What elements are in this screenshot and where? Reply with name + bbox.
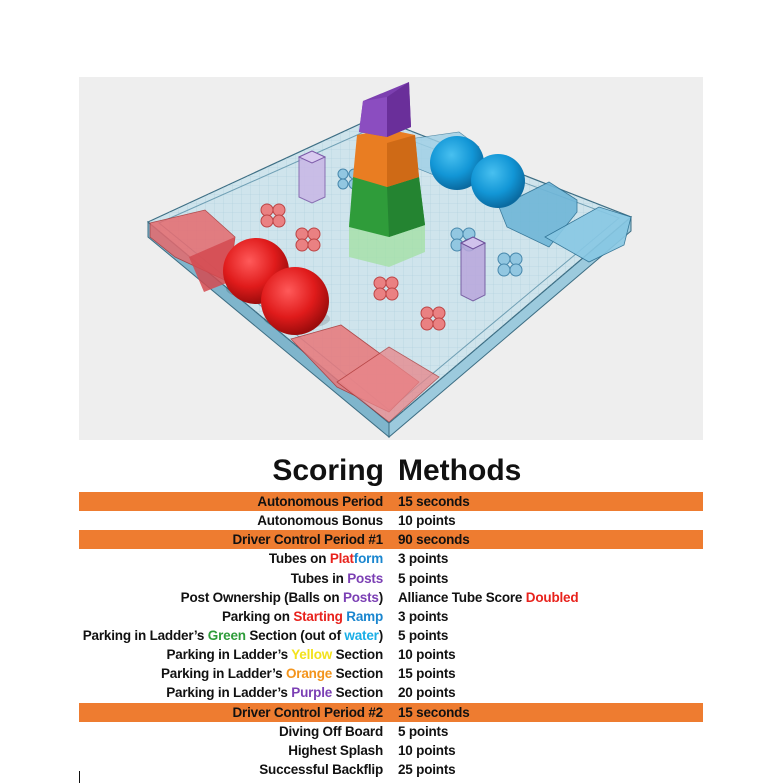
- row-label: Driver Control Period #2: [232, 704, 383, 720]
- blue-ball-2: [471, 154, 525, 208]
- table-row: [79, 703, 703, 722]
- row-value: 3 points: [398, 608, 449, 624]
- row-label: Parking in Ladder’s Yellow Section: [166, 647, 383, 663]
- purple-post-right: [461, 237, 485, 301]
- table-row: [79, 741, 703, 760]
- row-value: 25 points: [398, 761, 456, 777]
- row-label: Autonomous Period: [257, 494, 383, 509]
- row-value: 15 seconds: [398, 494, 470, 509]
- row-label: Parking in Ladder’s Orange Section: [160, 666, 383, 682]
- row-label: Parking in Ladder’s Purple Section: [166, 685, 383, 701]
- row-label: Parking on Starting Ramp: [222, 608, 383, 624]
- table-row: [79, 607, 703, 626]
- table-row: [79, 588, 703, 607]
- heading-left: Scoring: [272, 454, 384, 487]
- row-value: 5 points: [398, 723, 449, 739]
- row-value: 15 points: [398, 666, 456, 682]
- purple-post-left: [299, 151, 325, 203]
- row-value: 3 points: [398, 551, 449, 567]
- table-row: [79, 664, 703, 683]
- row-label: Successful Backflip: [259, 761, 383, 777]
- row-label: Parking in Ladder’s Green Section (out of water): [82, 627, 383, 643]
- row-value: 5 points: [398, 627, 449, 643]
- table-row: [79, 760, 703, 779]
- row-value: 5 points: [398, 570, 449, 586]
- table-row: [79, 569, 703, 588]
- field-render-image: [79, 77, 703, 440]
- row-value: Alliance Tube Score Doubled: [398, 589, 579, 605]
- scoring-methods-heading: [79, 454, 703, 492]
- row-label: Driver Control Period #1: [232, 532, 383, 548]
- scoring-table: [79, 492, 703, 779]
- row-value: 10 points: [398, 742, 456, 758]
- row-value: 15 seconds: [398, 704, 470, 720]
- red-ball-2: [261, 267, 329, 335]
- table-row: [79, 511, 703, 530]
- table-row: [79, 645, 703, 664]
- table-row: [79, 549, 703, 568]
- row-value: 20 points: [398, 685, 456, 701]
- table-row: [79, 683, 703, 702]
- table-row: [79, 626, 703, 645]
- row-value: 10 points: [398, 647, 456, 663]
- row-label: Tubes on Platform: [268, 551, 383, 567]
- divider-tick: [79, 771, 80, 783]
- row-label: Autonomous Bonus: [257, 513, 383, 529]
- table-row: [79, 722, 703, 741]
- table-row: [79, 530, 703, 549]
- table-row: [79, 492, 703, 511]
- ladder-tower: [349, 82, 425, 267]
- row-label: Diving Off Board: [278, 723, 383, 739]
- row-label: Post Ownership (Balls on Posts): [180, 589, 383, 605]
- row-label: Tubes in Posts: [290, 570, 383, 586]
- row-value: 10 points: [398, 513, 456, 529]
- heading-right: Methods: [398, 454, 522, 487]
- row-value: 90 seconds: [398, 532, 470, 548]
- row-label: Highest Splash: [288, 742, 383, 758]
